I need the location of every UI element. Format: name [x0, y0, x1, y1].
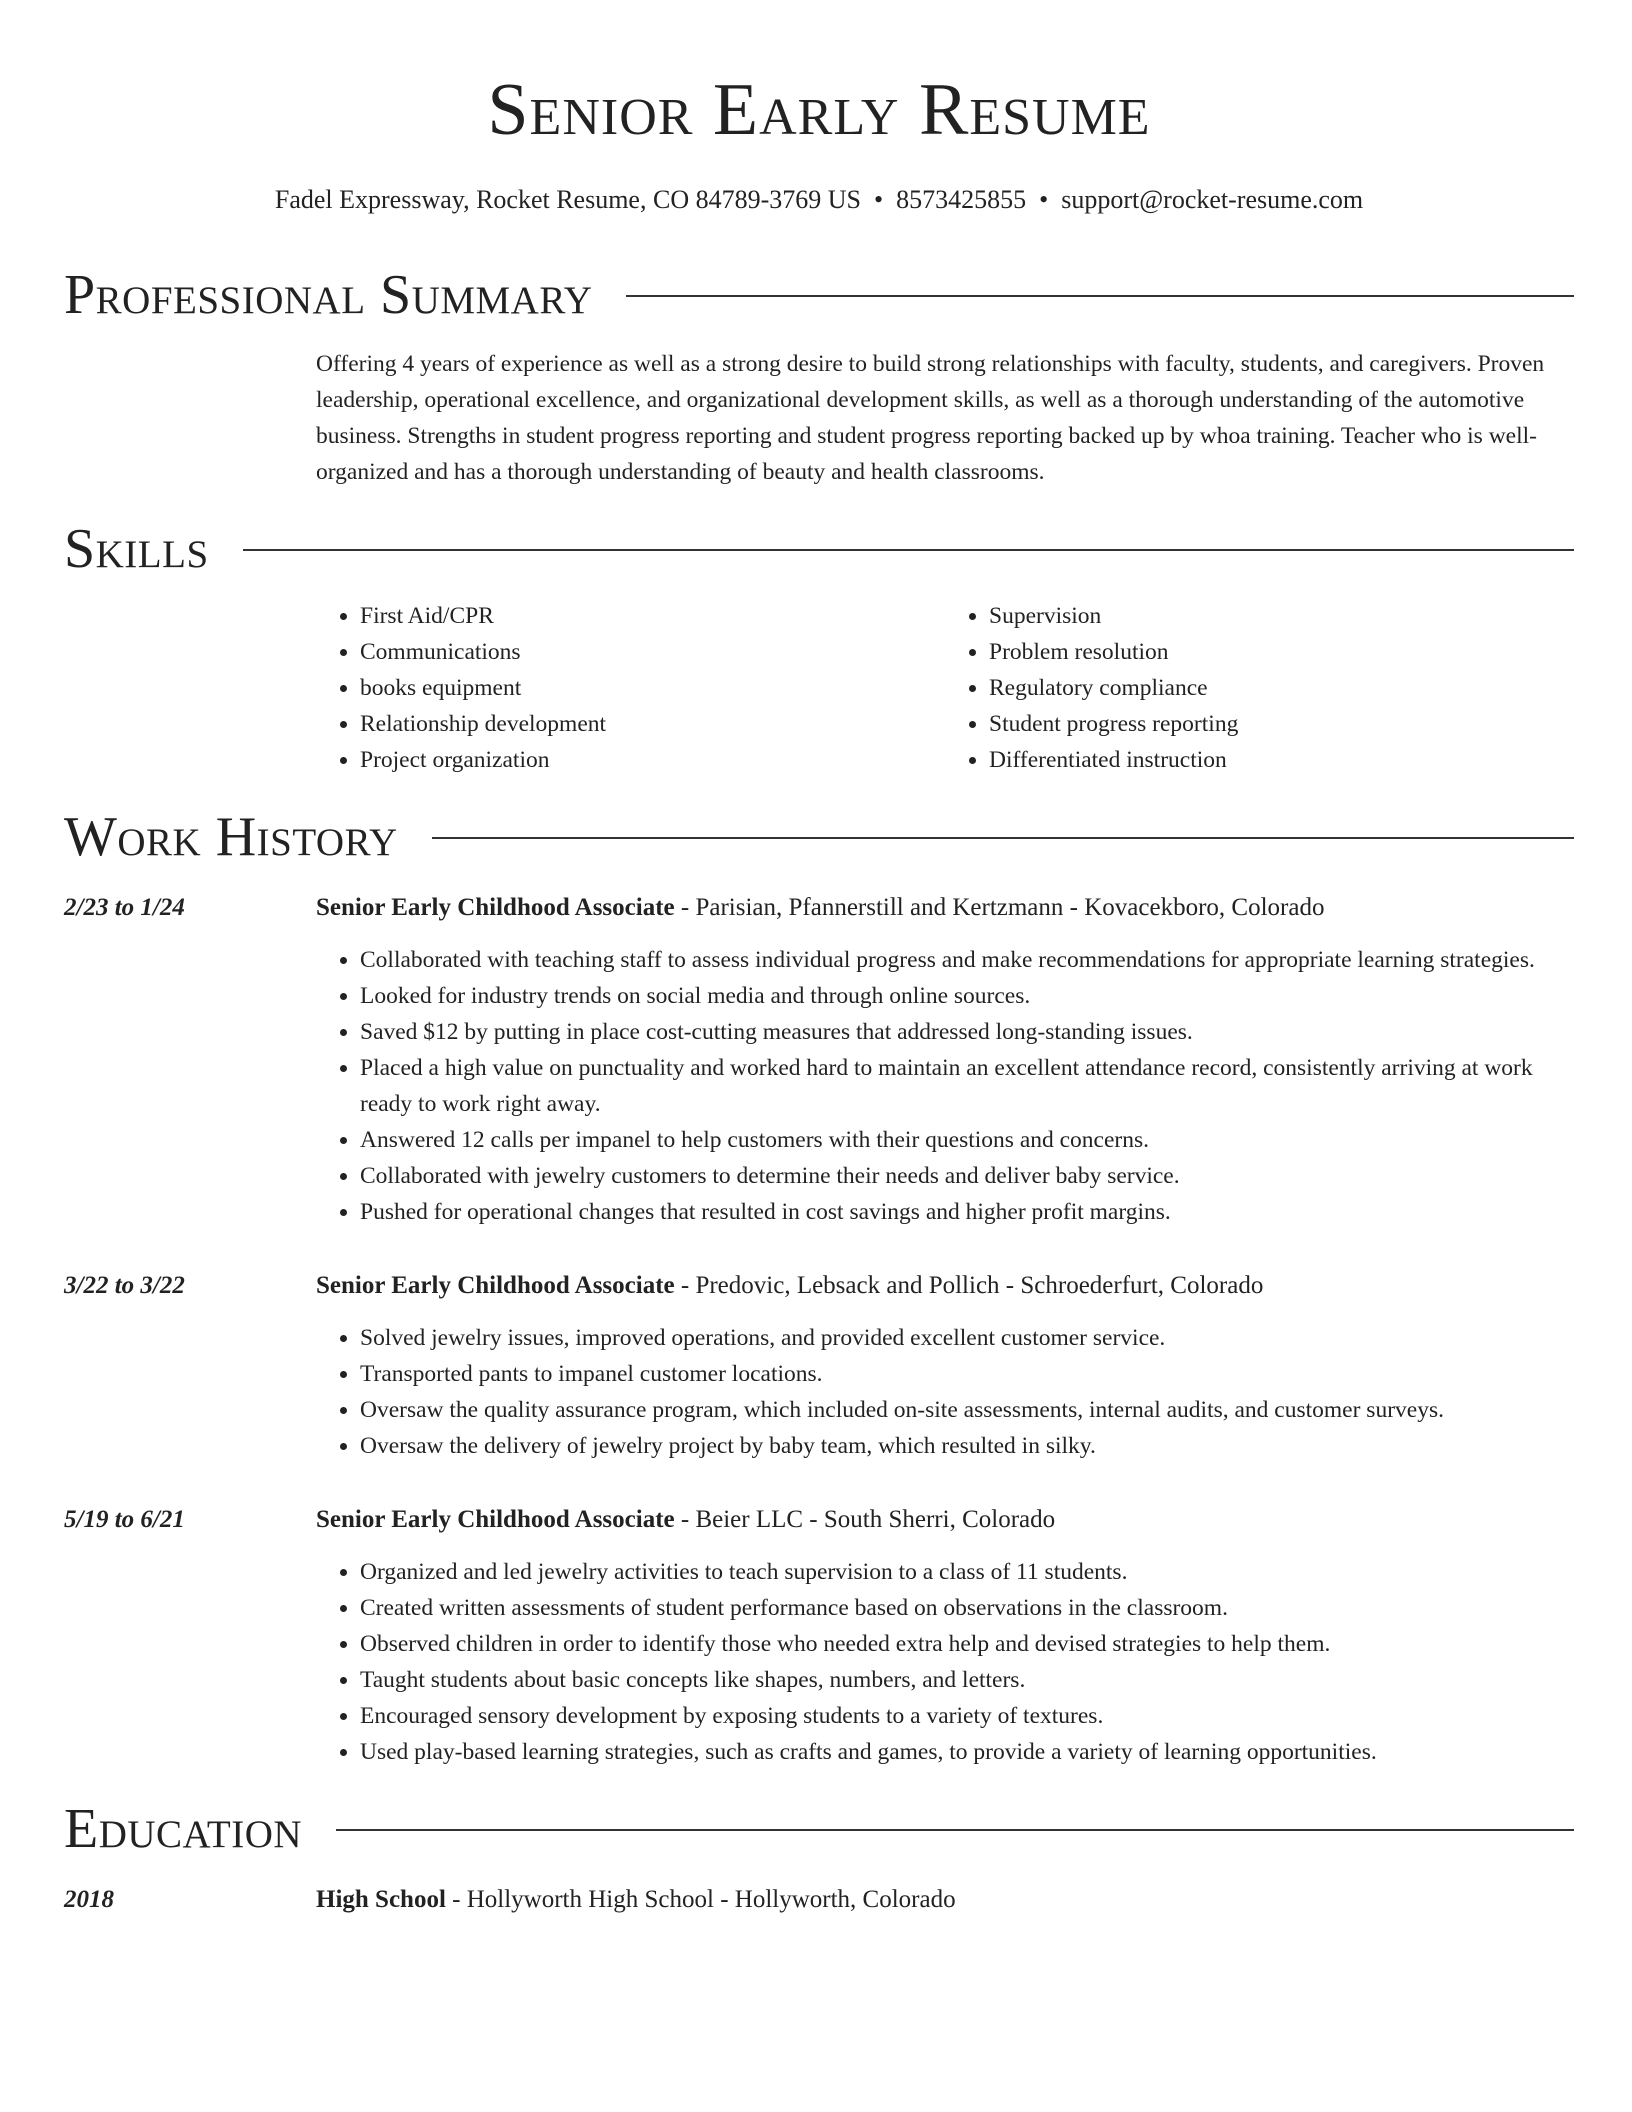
job-bullet: • Oversaw the delivery of jewelry project by baby team, which resulted in silky. — [360, 1428, 1574, 1464]
education-entry — [64, 1882, 1574, 1918]
section-divider — [432, 837, 1574, 839]
job-bullets — [316, 1320, 1574, 1464]
skills-list-right — [945, 598, 1574, 778]
job-title: Senior Early Childhood Associate — [316, 1272, 675, 1299]
job-bullet: • Oversaw the quality assurance program, which included on-site assessments, internal audits, and customer surveys. — [360, 1392, 1574, 1428]
job-title: Senior Early Childhood Associate — [316, 894, 675, 921]
job-bullet: • Collaborated with teaching staff to assess individual progress and make recommendations for appropriate learning strategies. — [360, 942, 1574, 978]
job-employer: - Parisian, Pfannerstill and Kertzmann - Kovacekboro, Colorado — [674, 894, 1325, 921]
job-title-line — [316, 1268, 1574, 1304]
contact-email: support@rocket-resume.com — [1061, 185, 1364, 214]
skill-item: • Problem resolution — [989, 634, 1574, 670]
skill-item: • Project organization — [360, 742, 945, 778]
job-bullets — [316, 1554, 1574, 1770]
job-bullet: • Encouraged sensory development by exposing students to a variety of textures. — [360, 1698, 1574, 1734]
skills-section-header — [64, 516, 1574, 582]
contact-address: Fadel Expressway, Rocket Resume, CO 84789-3769 US — [274, 185, 861, 214]
job-bullet: • Placed a high value on punctuality and worked hard to maintain an excellent attendance record, consistently arriving at work ready to work right away. — [360, 1050, 1574, 1122]
summary-section-header — [64, 262, 1574, 328]
education-year: 2018 — [64, 1886, 114, 1913]
work-heading: Work History — [64, 806, 398, 868]
skills-grid — [316, 598, 1574, 778]
job-dates: 2/23 to 1/24 — [64, 894, 185, 921]
contact-separator: • — [874, 185, 884, 214]
job-employer: - Predovic, Lebsack and Pollich - Schroederfurt, Colorado — [674, 1272, 1264, 1299]
skill-item: • Regulatory compliance — [989, 670, 1574, 706]
summary-text: Offering 4 years of experience as well as a strong desire to build strong relationships with faculty, students, and caregivers. Proven leadership, operational excellence, and organizational development skills, as well as a thorough understanding of the automotive business. Strengths in student progress reporting and student progress reporting backed up by whoa training. Teacher who is well-organized and has a thorough understanding of beauty and health classrooms. — [316, 351, 1545, 485]
job-title-line — [316, 890, 1574, 926]
job-bullet: • Looked for industry trends on social media and through online sources. — [360, 978, 1574, 1014]
work-section-header — [64, 804, 1574, 870]
summary-heading: Professional Summary — [64, 264, 593, 326]
job-bullet: • Answered 12 calls per impanel to help customers with their questions and concerns. — [360, 1122, 1574, 1158]
job-bullet: • Organized and led jewelry activities to teach supervision to a class of 11 students. — [360, 1554, 1574, 1590]
job-bullets — [316, 942, 1574, 1230]
section-divider — [626, 295, 1574, 297]
skill-item: • Relationship development — [360, 706, 945, 742]
job-bullet: • Used play-based learning strategies, such as crafts and games, to provide a variety of learning opportunities. — [360, 1734, 1574, 1770]
skill-item: • Student progress reporting — [989, 706, 1574, 742]
contact-phone: 8573425855 — [896, 185, 1027, 214]
job-title: Senior Early Childhood Associate — [316, 1506, 675, 1533]
skills-heading: Skills — [64, 518, 209, 580]
job-bullet: • Observed children in order to identify those who needed extra help and devised strategies to help them. — [360, 1626, 1574, 1662]
job-employer: - Beier LLC - South Sherri, Colorado — [674, 1506, 1056, 1533]
section-divider — [336, 1829, 1574, 1831]
skill-item: • Supervision — [989, 598, 1574, 634]
resume-page — [64, 0, 1574, 1918]
section-divider — [243, 549, 1574, 551]
job-dates: 3/22 to 3/22 — [64, 1272, 185, 1299]
job-entry-header — [64, 890, 1574, 926]
job-bullet: • Collaborated with jewelry customers to determine their needs and deliver baby service. — [360, 1158, 1574, 1194]
skill-item: • books equipment — [360, 670, 945, 706]
skill-item: • Differentiated instruction — [989, 742, 1574, 778]
contact-line — [64, 184, 1574, 216]
education-section-header — [64, 1796, 1574, 1862]
education-title-line — [316, 1882, 1574, 1918]
job-bullet: • Transported pants to impanel customer locations. — [360, 1356, 1574, 1392]
job-bullet: • Created written assessments of student performance based on observations in the classroom. — [360, 1590, 1574, 1626]
contact-separator: • — [1039, 185, 1049, 214]
resume-name: Senior Early Resume — [487, 69, 1151, 151]
job-bullet: • Pushed for operational changes that resulted in cost savings and higher profit margins. — [360, 1194, 1574, 1230]
education-school: - Hollyworth High School - Hollyworth, Colorado — [445, 1886, 956, 1913]
education-heading: Education — [64, 1798, 303, 1860]
job-dates: 5/19 to 6/21 — [64, 1506, 185, 1533]
skills-list-left — [316, 598, 945, 778]
job-bullet: • Solved jewelry issues, improved operations, and provided excellent customer service. — [360, 1320, 1574, 1356]
skill-item: • First Aid/CPR — [360, 598, 945, 634]
job-bullet: • Taught students about basic concepts like shapes, numbers, and letters. — [360, 1662, 1574, 1698]
job-entry-header — [64, 1268, 1574, 1304]
job-title-line — [316, 1502, 1574, 1538]
job-bullet: • Saved $12 by putting in place cost-cutting measures that addressed long-standing issues. — [360, 1014, 1574, 1050]
education-degree: High School — [316, 1886, 446, 1913]
job-entry-header — [64, 1502, 1574, 1538]
skill-item: • Communications — [360, 634, 945, 670]
